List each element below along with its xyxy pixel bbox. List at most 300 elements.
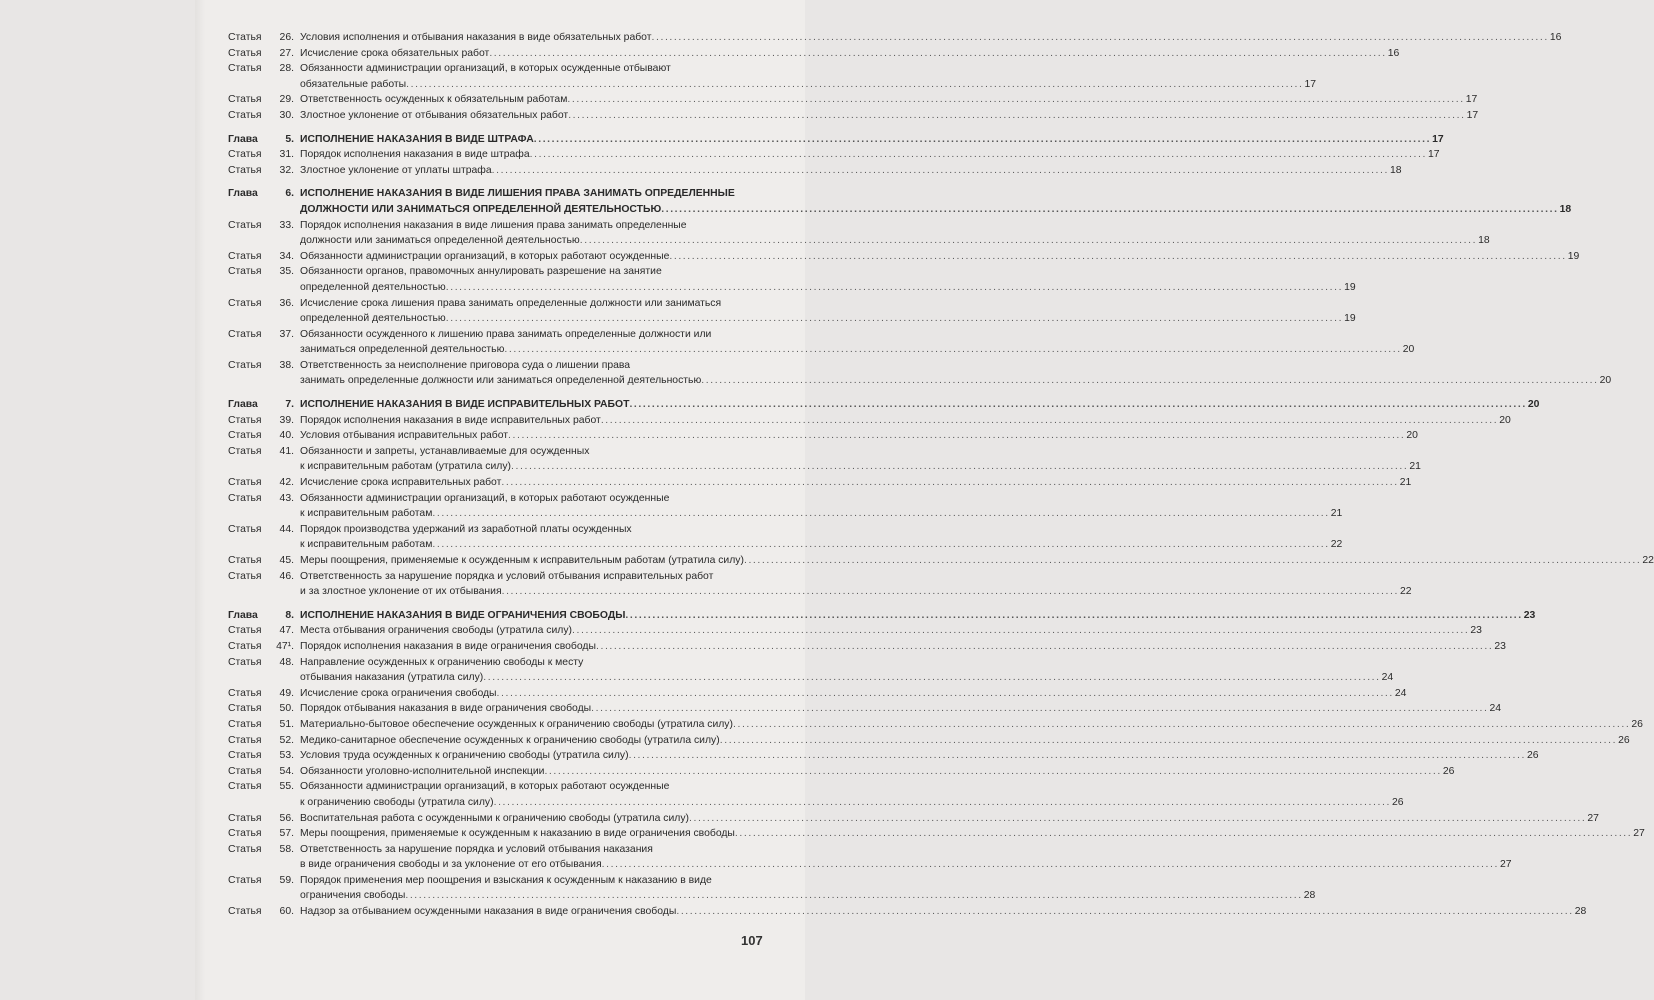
toc-article[interactable] — [228, 639, 1506, 655]
dot-leader: ........................................................................................................................................................................................................ — [504, 344, 1402, 356]
article-label: Статья — [228, 492, 262, 504]
entry-title-line: Обязанности органов, правомочных аннулировать разрешение на занятие — [300, 266, 662, 278]
entry-title-line — [300, 428, 1418, 444]
entry-title-text: ИСПОЛНЕНИЕ НАКАЗАНИЯ В ВИДЕ ШТРАФА — [300, 133, 534, 145]
dot-leader: ........................................................................................................................................................................................................ — [501, 477, 1399, 489]
entry-title-text: Условия отбывания исправительных работ — [300, 430, 509, 442]
entry-title-line — [300, 701, 1502, 717]
dot-leader: ........................................................................................................................................................................................................ — [701, 375, 1599, 387]
toc-article[interactable] — [228, 553, 1654, 569]
dot-leader: ........................................................................................................................................................................................................ — [405, 890, 1303, 902]
dot-leader: ........................................................................................................................................................................................................ — [445, 313, 1344, 325]
article-label: Статья — [228, 477, 262, 489]
dot-leader: ........................................................................................................................................................................................................ — [491, 164, 1390, 176]
article-number: 33. — [279, 219, 294, 231]
entry-title-line: Направление осужденных к ограничению свободы к месту — [300, 656, 584, 668]
entry-page-number: 23 — [1523, 609, 1536, 621]
article-number: 40. — [279, 430, 294, 442]
article-label: Статья — [228, 703, 262, 715]
entry-title-text: ДОЛЖНОСТИ ИЛИ ЗАНИМАТЬСЯ ОПРЕДЕЛЕННОЙ ДЕЯТЕЛЬНОСТЬЮ — [300, 203, 662, 215]
article-number: 50. — [279, 703, 294, 715]
article-label: Статья — [228, 94, 262, 106]
entry-page-number: 17 — [1304, 78, 1317, 90]
dot-leader: ........................................................................................................................................................................................................ — [572, 625, 1470, 637]
dot-leader: ........................................................................................................................................................................................................ — [600, 414, 1499, 426]
entry-page-number: 20 — [1499, 414, 1511, 426]
toc-article[interactable] — [228, 296, 1356, 327]
toc-article[interactable] — [228, 30, 1562, 46]
entry-title-text: Злостное уклонение от уплаты штрафа — [300, 164, 492, 176]
dot-leader: ........................................................................................................................................................................................................ — [661, 203, 1559, 215]
dot-leader: ........................................................................................................................................................................................................ — [544, 765, 1442, 777]
entry-title — [298, 811, 1599, 827]
article-number: 54. — [279, 765, 294, 777]
article-label: Статья — [228, 750, 262, 762]
article-number: 47¹. — [276, 640, 294, 652]
toc-article[interactable] — [228, 873, 1316, 904]
toc-article[interactable] — [228, 491, 1343, 522]
entry-title-text: отбывания наказания (утратила силу) — [300, 672, 484, 684]
dot-leader: ........................................................................................................................................................................................................ — [688, 812, 1587, 824]
entry-title-line: Ответственность за нарушение порядка и условий отбывания наказания — [300, 843, 653, 855]
entry-title-text: в виде ограничения свободы и за уклонение от его отбывания — [300, 859, 602, 871]
article-label: Статья — [228, 414, 262, 426]
entry-title-line: Обязанности администрации организаций, в которых осужденные отбывают — [300, 63, 671, 75]
article-label: Статья — [228, 812, 262, 824]
entry-title-text: Порядок исполнения наказания в виде исправительных работ — [300, 414, 601, 426]
section-gap — [228, 178, 770, 186]
entry-title-text: Исчисление срока ограничения свободы — [300, 687, 497, 699]
dot-leader: ........................................................................................................................................................................................................ — [625, 609, 1523, 621]
article-label: Статья — [228, 164, 262, 176]
entry-title-text: Надзор за отбыванием осужденными наказания в виде ограничения свободы — [300, 906, 677, 918]
entry-page-number: 24 — [1381, 672, 1394, 684]
entry-title-line: ИСПОЛНЕНИЕ НАКАЗАНИЯ В ВИДЕ ЛИШЕНИЯ ПРАВА ЗАНИМАТЬ ОПРЕДЕЛЕННЫЕ — [300, 188, 735, 200]
entry-title-line — [300, 233, 1490, 249]
article-label: Статья — [228, 765, 262, 777]
entry-page-number: 21 — [1330, 508, 1343, 520]
dot-leader: ........................................................................................................................................................................................................ — [629, 399, 1527, 411]
dot-leader: ........................................................................................................................................................................................................ — [511, 461, 1409, 473]
toc-article[interactable] — [228, 428, 1418, 444]
entry-title-line — [300, 92, 1478, 108]
article-number: 49. — [279, 687, 294, 699]
entry-title-line — [300, 46, 1400, 62]
toc-article[interactable] — [228, 147, 1440, 163]
entry-page-number: 22 — [1642, 555, 1654, 566]
entry-page-number: 27 — [1500, 859, 1512, 871]
article-label: Статья — [228, 781, 262, 793]
entry-title — [298, 639, 1506, 655]
entry-title — [298, 873, 1316, 904]
entry-title — [298, 132, 1444, 148]
entry-title-line — [300, 553, 1654, 569]
entry-title-line — [300, 857, 1512, 873]
article-number: 37. — [279, 328, 294, 340]
toc-article[interactable] — [228, 811, 1599, 827]
article-number: 53. — [279, 750, 294, 762]
article-label: Статья — [228, 555, 262, 566]
dot-leader: ........................................................................................................................................................................................................ — [676, 906, 1574, 918]
entry-title-line — [300, 686, 1407, 702]
article-label: Статья — [228, 109, 262, 121]
toc-article[interactable] — [228, 842, 1512, 873]
entry-title-line: Порядок производства удержаний из заработной платы осужденных — [300, 523, 632, 535]
entry-title — [298, 553, 1654, 569]
entry-page-number: 22 — [1330, 539, 1343, 551]
article-number: 43. — [279, 492, 294, 504]
dot-leader: ........................................................................................................................................................................................................ — [734, 828, 1633, 840]
toc-article[interactable] — [228, 249, 1580, 265]
article-number: 45. — [279, 555, 294, 566]
article-number: 46. — [279, 570, 294, 582]
entry-page-number: 27 — [1633, 828, 1645, 840]
article-label: Статья — [228, 874, 262, 886]
entry-title — [298, 397, 1540, 413]
article-number: 58. — [279, 843, 294, 855]
dot-leader: ........................................................................................................................................................................................................ — [445, 281, 1344, 293]
entry-page-number: 22 — [1399, 586, 1412, 598]
toc-chapter[interactable] — [228, 608, 1536, 624]
entry-title-line — [300, 623, 1482, 639]
entry-page-number: 23 — [1494, 640, 1506, 652]
entry-page-number: 26 — [1526, 750, 1539, 762]
entry-title-line — [300, 77, 1317, 93]
entry-title-text: Медико-санитарное обеспечение осужденных к ограничению свободы (утратила силу) — [300, 734, 720, 746]
entry-title-text: Обязанности администрации организаций, в которых работают осужденные — [300, 250, 670, 262]
entry-title-text: к исправительным работам — [300, 539, 433, 551]
entry-title — [298, 61, 1317, 92]
entry-page-number: 24 — [1489, 703, 1502, 715]
entry-title-text: ограничения свободы — [300, 890, 406, 902]
toc-article[interactable] — [228, 108, 1479, 124]
entry-title-line — [300, 413, 1511, 429]
entry-title — [298, 358, 1612, 389]
entry-page-number: 19 — [1344, 281, 1356, 293]
toc-article[interactable] — [228, 444, 1421, 475]
entry-title — [298, 475, 1412, 491]
entry-title — [298, 491, 1343, 522]
entry-title-text: определенной деятельностью — [300, 281, 446, 293]
entry-title-text: к исправительным работам (утратила силу) — [300, 461, 511, 473]
entry-title — [298, 92, 1478, 108]
article-number: 34. — [279, 250, 294, 262]
entry-page-number: 16 — [1549, 32, 1562, 43]
article-label: Статья — [228, 149, 262, 161]
entry-page-number: 26 — [1618, 734, 1630, 746]
article-number: 39. — [279, 414, 294, 426]
dot-leader: ........................................................................................................................................................................................................ — [496, 687, 1394, 699]
entry-title-line — [300, 30, 1562, 46]
toc-article[interactable] — [228, 61, 1317, 92]
entry-title — [298, 748, 1539, 764]
entry-title-text: Порядок исполнения наказания в виде штрафа — [300, 149, 530, 161]
article-label: Статья — [228, 828, 262, 840]
entry-title-line — [300, 795, 1404, 811]
dot-leader: ........................................................................................................................................................................................................ — [595, 640, 1494, 652]
entry-title-line: Порядок исполнения наказания в виде лишения права занимать определенные — [300, 219, 687, 231]
article-label: Статья — [228, 687, 262, 699]
entry-page-number: 21 — [1399, 477, 1412, 489]
entry-title — [298, 842, 1512, 873]
toc-article[interactable] — [228, 522, 1343, 553]
entry-title-line: Обязанности осужденного к лишению права занимать определенные должности или — [300, 328, 712, 340]
dot-leader: ........................................................................................................................................................................................................ — [719, 734, 1618, 746]
section-gap — [228, 600, 770, 608]
entry-title — [298, 569, 1412, 600]
entry-page-number: 18 — [1390, 164, 1402, 176]
article-number: 30. — [279, 109, 294, 121]
toc-article[interactable] — [228, 764, 1455, 780]
article-label: Статья — [228, 906, 262, 918]
dot-leader: ........................................................................................................................................................................................................ — [508, 430, 1406, 442]
entry-title-text: заниматься определенной деятельностью — [300, 344, 505, 356]
article-label: Статья — [228, 32, 262, 43]
toc-chapter[interactable] — [228, 186, 1572, 217]
article-label: Статья — [228, 297, 262, 309]
entry-title-line — [300, 537, 1343, 553]
entry-title-text: Ответственность осужденных к обязательным работам — [300, 94, 568, 106]
entry-title — [298, 428, 1418, 444]
entry-page-number: 28 — [1303, 890, 1316, 902]
dot-leader: ........................................................................................................................................................................................................ — [493, 796, 1391, 808]
chapter-number: 5. — [285, 133, 294, 145]
entry-title-line — [300, 342, 1415, 358]
article-number: 47. — [279, 625, 294, 637]
entry-page-number: 20 — [1402, 344, 1415, 356]
toc-article[interactable] — [228, 826, 1645, 842]
article-number: 38. — [279, 359, 294, 371]
entry-page-number: 26 — [1442, 765, 1455, 777]
entry-title-text: Условия исполнения и отбывания наказания в виде обязательных работ — [300, 32, 652, 43]
entry-title-text: Материально-бытовое обеспечение осужденных к ограничению свободы (утратила силу) — [300, 718, 733, 730]
entry-page-number: 20 — [1527, 399, 1540, 411]
article-label: Статья — [228, 47, 262, 59]
entry-page-number: 28 — [1574, 906, 1587, 918]
chapter-number: 8. — [285, 609, 294, 621]
entry-title — [298, 413, 1511, 429]
article-number: 48. — [279, 656, 294, 668]
toc-article[interactable] — [228, 655, 1394, 686]
article-label: Статья — [228, 63, 262, 75]
entry-title — [298, 218, 1490, 249]
entry-title — [298, 108, 1479, 124]
article-number: 36. — [279, 297, 294, 309]
entry-title-line: Обязанности администрации организаций, в которых работают осужденные — [300, 492, 670, 504]
toc-article[interactable] — [228, 413, 1511, 429]
dot-leader: ........................................................................................................................................................................................................ — [567, 94, 1465, 106]
entry-title — [298, 186, 1572, 217]
entry-title-line — [300, 475, 1412, 491]
article-label: Статья — [228, 219, 262, 231]
chapter-label: Глава — [228, 399, 258, 411]
toc-article[interactable] — [228, 686, 1407, 702]
entry-title-text: Воспитательная работа с осужденными к ограничению свободы (утратила силу) — [300, 812, 689, 824]
dot-leader: ........................................................................................................................................................................................................ — [651, 32, 1549, 43]
article-label: Статья — [228, 266, 262, 278]
toc-article[interactable] — [228, 358, 1612, 389]
toc-article[interactable] — [228, 475, 1412, 491]
toc-article[interactable] — [228, 717, 1643, 733]
entry-title-line: Обязанности и запреты, устанавливаемые для осужденных — [300, 445, 590, 457]
article-number: 57. — [279, 828, 294, 840]
entry-title-line — [300, 584, 1412, 600]
entry-title-text: к исправительным работам — [300, 508, 433, 520]
entry-title-line — [300, 608, 1536, 624]
entry-title — [298, 296, 1356, 327]
entry-page-number: 21 — [1409, 461, 1421, 473]
toc-article[interactable] — [228, 218, 1490, 249]
toc-article[interactable] — [228, 569, 1412, 600]
entry-title — [298, 163, 1402, 179]
entry-title — [298, 701, 1502, 717]
entry-page-number: 24 — [1394, 687, 1407, 699]
entry-title-line — [300, 311, 1356, 327]
chapter-number: 6. — [285, 188, 294, 200]
entry-page-number: 17 — [1428, 149, 1440, 161]
toc-article[interactable] — [228, 701, 1502, 717]
toc-article[interactable] — [228, 748, 1539, 764]
entry-title-line — [300, 163, 1402, 179]
toc-article[interactable] — [228, 904, 1587, 920]
entry-title-text: занимать определенные должности или заниматься определенной деятельностью — [300, 375, 702, 387]
dot-leader: ........................................................................................................................................................................................................ — [669, 250, 1567, 262]
entry-title-text: Меры поощрения, применяемые к осужденным к наказанию в виде ограничения свободы — [300, 828, 735, 840]
entry-title-text: Условия труда осужденных к ограничению свободы (утратила силу) — [300, 750, 629, 762]
dot-leader: ........................................................................................................................................................................................................ — [579, 235, 1478, 247]
toc-article[interactable] — [228, 46, 1400, 62]
entry-title — [298, 764, 1455, 780]
toc-article[interactable] — [228, 92, 1478, 108]
article-number: 32. — [279, 164, 294, 176]
dot-leader: ........................................................................................................................................................................................................ — [406, 78, 1304, 90]
entry-title-line — [300, 904, 1587, 920]
chapter-label: Глава — [228, 609, 258, 621]
entry-title — [298, 686, 1407, 702]
entry-page-number: 19 — [1567, 250, 1580, 262]
entry-title-line — [300, 811, 1599, 827]
entry-title-line — [300, 249, 1580, 265]
article-number: 59. — [279, 874, 294, 886]
entry-title — [298, 147, 1440, 163]
chapter-label: Глава — [228, 133, 258, 145]
article-number: 52. — [279, 734, 294, 746]
entry-page-number: 18 — [1478, 235, 1490, 247]
article-label: Статья — [228, 843, 262, 855]
toc-article[interactable] — [228, 163, 1402, 179]
dot-leader: ........................................................................................................................................................................................................ — [732, 718, 1631, 730]
entry-title-text: должности или заниматься определенной деятельностью — [300, 235, 580, 247]
article-label: Статья — [228, 445, 262, 457]
entry-page-number: 17 — [1466, 109, 1479, 121]
entry-title-line — [300, 373, 1612, 389]
entry-title — [298, 717, 1643, 733]
entry-title — [298, 779, 1404, 810]
toc-chapter[interactable] — [228, 132, 1444, 148]
entry-title-text: Порядок отбывания наказания в виде ограничения свободы — [300, 703, 592, 715]
article-label: Статья — [228, 430, 262, 442]
toc-article[interactable] — [228, 779, 1404, 810]
entry-title-line: Ответственность за неисполнение приговора суда о лишении права — [300, 359, 631, 371]
entry-title-line — [300, 888, 1316, 904]
toc-article[interactable] — [228, 327, 1415, 358]
entry-page-number: 27 — [1587, 812, 1599, 824]
page-number: 107 — [741, 933, 763, 948]
toc-article[interactable] — [228, 733, 1630, 749]
entry-page-number: 20 — [1599, 375, 1612, 387]
entry-title — [298, 264, 1356, 295]
entry-title-line — [300, 397, 1540, 413]
entry-title-line — [300, 147, 1440, 163]
dot-leader: ........................................................................................................................................................................................................ — [483, 672, 1381, 684]
entry-title-line — [300, 748, 1539, 764]
entry-title-text: Исчисление срока обязательных работ — [300, 47, 490, 59]
entry-title — [298, 30, 1562, 46]
page-edge-shadow — [195, 0, 205, 1000]
dot-leader: ........................................................................................................................................................................................................ — [432, 539, 1330, 551]
toc-article[interactable] — [228, 264, 1356, 295]
entry-title-line — [300, 108, 1479, 124]
entry-title — [298, 655, 1394, 686]
section-gap — [228, 389, 770, 397]
dot-leader: ........................................................................................................................................................................................................ — [533, 133, 1432, 145]
entry-title-text: обязательные работы — [300, 78, 407, 90]
entry-title-text: к ограничению свободы (утратила силу) — [300, 796, 494, 808]
entry-title — [298, 904, 1587, 920]
entry-title-text: ИСПОЛНЕНИЕ НАКАЗАНИЯ В ВИДЕ ОГРАНИЧЕНИЯ СВОБОДЫ — [300, 609, 626, 621]
entry-title-line — [300, 670, 1394, 686]
entry-title-line — [300, 733, 1630, 749]
entry-title — [298, 826, 1645, 842]
entry-page-number: 20 — [1406, 430, 1418, 442]
entry-page-number: 23 — [1470, 625, 1482, 637]
entry-title — [298, 608, 1536, 624]
entry-title-line — [300, 826, 1645, 842]
dot-leader: ........................................................................................................................................................................................................ — [568, 109, 1466, 121]
entry-title-line — [300, 639, 1506, 655]
entry-page-number: 19 — [1344, 313, 1356, 325]
entry-title-text: ИСПОЛНЕНИЕ НАКАЗАНИЯ В ВИДЕ ИСПРАВИТЕЛЬНЫХ РАБОТ — [300, 399, 630, 411]
article-label: Статья — [228, 570, 262, 582]
dot-leader: ........................................................................................................................................................................................................ — [501, 586, 1399, 598]
entry-title-line: Ответственность за нарушение порядка и условий отбывания исправительных работ — [300, 570, 714, 582]
entry-title — [298, 522, 1343, 553]
dot-leader: ........................................................................................................................................................................................................ — [601, 859, 1499, 871]
toc-article[interactable] — [228, 623, 1482, 639]
dot-leader: ........................................................................................................................................................................................................ — [529, 149, 1427, 161]
toc-chapter[interactable] — [228, 397, 1540, 413]
article-number: 29. — [279, 94, 294, 106]
entry-page-number: 16 — [1387, 47, 1400, 59]
entry-title-text: Порядок исполнения наказания в виде ограничения свободы — [300, 640, 596, 652]
entry-title — [298, 249, 1580, 265]
entry-title — [298, 46, 1400, 62]
article-number: 56. — [279, 812, 294, 824]
dot-leader: ........................................................................................................................................................................................................ — [743, 555, 1642, 566]
dot-leader: ........................................................................................................................................................................................................ — [628, 750, 1526, 762]
entry-title — [298, 733, 1630, 749]
entry-page-number: 26 — [1631, 718, 1643, 730]
article-number: 27. — [279, 47, 294, 59]
chapter-label: Глава — [228, 188, 258, 200]
article-number: 41. — [279, 445, 294, 457]
article-label: Статья — [228, 640, 262, 652]
article-label: Статья — [228, 359, 262, 371]
article-number: 31. — [279, 149, 294, 161]
article-number: 51. — [279, 718, 294, 730]
article-label: Статья — [228, 734, 262, 746]
entry-page-number: 18 — [1559, 203, 1572, 215]
